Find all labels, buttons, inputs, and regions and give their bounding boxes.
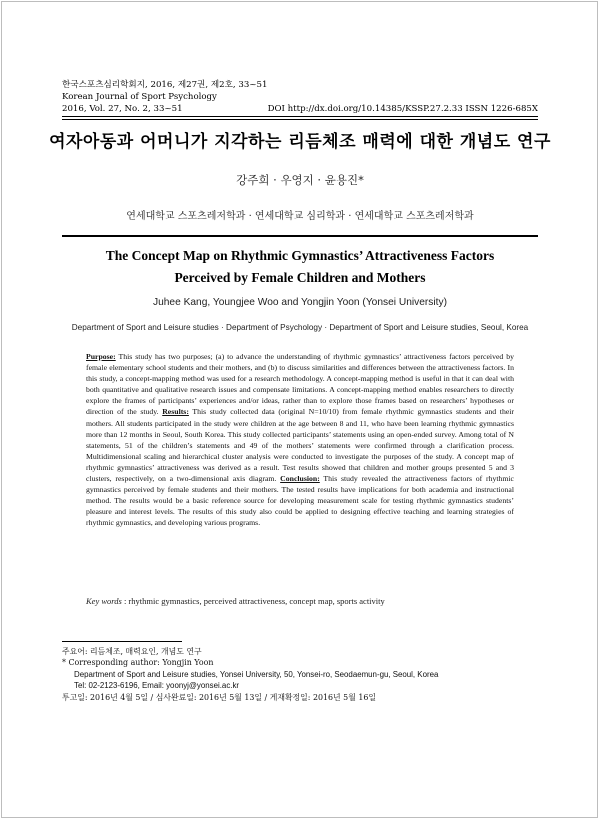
title-english-line1: The Concept Map on Rhythmic Gymnastics’ Attractiveness Factors — [105, 248, 495, 263]
affiliations-english: Department of Sport and Leisure studies · Department of Psychology · Department of Sport and Leisure studies, Seoul, Korea — [71, 323, 529, 332]
results-text: This study collected data (original N=10/10) from female rhythmic gymnastics students and their mothers. All students participated in the study were children at the age between 8 and 11, who have been learning rhythmic gymnastics more than 12 months in Seoul, South Korea. This study collected participants’ statements using an open-ended survey. Among total of N statements, 51 of the children’s statements and 49 of the mothers’ statements were confirmed through a clarification process. Multidimensional scaling and hierarchical cluster analysis were conducted to investigate the purposes of the study. A concept map of rhythmic gymnastics’ attractiveness was derived as a result. Test results showed that children and mother groups presented 5 and 3 clusters, respectively, on a two-dimensional axis diagram. — [86, 407, 514, 484]
footnote-contact: Tel: 02-2123-6196, Email: yoonyj@yonsei.ac.kr — [74, 681, 240, 691]
footnote-address: Department of Sport and Leisure studies, Yonsei University, 50, Yonsei-ro, Seodaemun-gu, Seoul, Korea — [74, 669, 439, 679]
journal-header — [62, 79, 538, 115]
section-rule — [62, 235, 538, 237]
conclusion-label: Conclusion: — [280, 474, 320, 484]
abstract — [86, 351, 514, 529]
footnote-keywords-ko: 주요어: 리듬체조, 매력요인, 개념도 연구 — [62, 647, 202, 656]
keywords-text: : rhythmic gymnastics, perceived attractiveness, concept map, sports activity — [121, 596, 385, 606]
keywords-label: Key words — [86, 596, 122, 606]
title-english-line2: Perceived by Female Children and Mothers — [174, 270, 426, 285]
header-rule-bottom — [62, 119, 538, 120]
results-label: Results: — [162, 407, 189, 417]
doi-issn: DOI http://dx.doi.org/10.14385/KSSP.27.2.33 ISSN 1226-685X — [267, 104, 538, 114]
keywords — [86, 596, 514, 606]
journal-volume: 2016, Vol. 27, No. 2, 33~51 — [62, 104, 183, 114]
footnote-rule — [62, 641, 182, 642]
footnotes — [62, 646, 538, 703]
footnote-dates: 투고일: 2016년 4월 5일 / 심사완료일: 2016년 5월 13일 / 게재확정일: 2016년 5월 16일 — [62, 692, 376, 702]
title-korean: 여자아동과 어머니가 지각하는 리듬체조 매력에 대한 개념도 연구 — [49, 132, 551, 152]
title-english — [62, 245, 538, 289]
journal-name-en: Korean Journal of Sport Psychology — [62, 92, 217, 102]
authors-english: Juhee Kang, Youngjee Woo and Yongjin Yoon (Yonsei University) — [153, 297, 447, 308]
affiliations-korean: 연세대학교 스포츠레저학과 · 연세대학교 심리학과 · 연세대학교 스포츠레저학과 — [126, 211, 474, 222]
purpose-text: This study has two purposes; (a) to advance the understanding of rhythmic gymnastics’ attractiveness factors perceived by female elementary school students and their mothers, and (b) to discuss similarities and differences between the attractiveness factors. In this study, a concept-mapping method was used for a research methodology. A concept-mapping method is useful in that it can deal with both quantitative and qualitative research issues and compensate limitations. A concept-mapping method enables researchers to directly explore the frames of participants’ experiences and/or ideas, rather than to explore those frames based on researchers’ hypotheses or direction of the study. — [86, 352, 514, 417]
footnote-corresponding: * Corresponding author: Yongjin Yoon — [62, 658, 214, 668]
authors-korean: 강주희 · 우영지 · 윤용진* — [236, 173, 364, 187]
header-rule-top — [62, 116, 538, 117]
journal-citation-ko: 한국스포츠심리학회지, 2016, 제27권, 제2호, 33~51 — [62, 80, 268, 90]
conclusion-text: This study revealed the attractiveness factors of rhythmic gymnastics perceived by female students and their mothers. The tested results have implications for both academia and instructional method. The results would be a basic reference source for developing measurement scale for testing rhythmic gymnastics students’ pleasure and interest levels. The results of this study also could be applied to designing effective teaching and learning strategies of rhythmic gymnastics, and developing various programs. — [86, 474, 514, 528]
purpose-label: Purpose: — [86, 352, 116, 361]
